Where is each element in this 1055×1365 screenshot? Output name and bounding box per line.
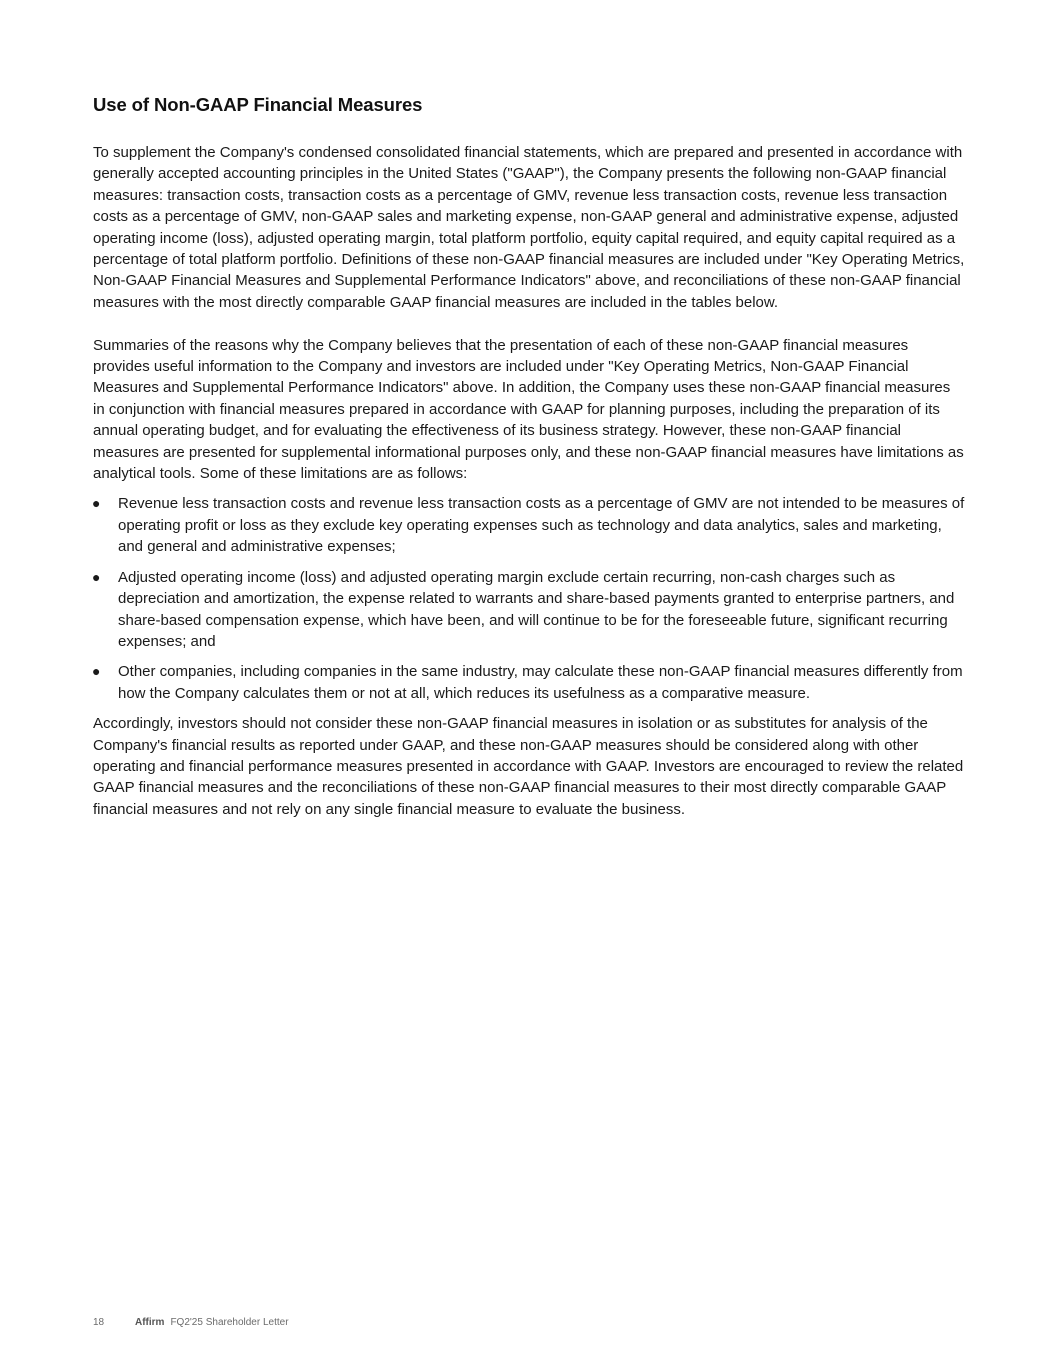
bullet-icon: ● [92,495,101,512]
limitations-list [93,493,965,704]
list-item [93,567,965,653]
intro-paragraph: To supplement the Company's condensed consolidated financial statements, which are prepared and presented in accordance with generally accepted accounting principles in the United States ("GAAP"), the Company presents the following non-GAAP financial measures: transaction costs, transaction costs as a percentage of GMV, revenue less transaction costs, revenue less transaction costs as a percentage of GMV, non-GAAP sales and marketing expense, non-GAAP general and administrative expense, adjusted operating income (loss), adjusted operating margin, total platform portfolio, equity capital required, and equity capital required as a percentage of total platform portfolio. Definitions of these non-GAAP financial measures are included under "Key Operating Metrics, Non-GAAP Financial Measures and Supplemental Performance Indicators" above, and reconciliations of these non-GAAP financial measures with the most directly comparable GAAP financial measures are included in the tables below. [93,144,965,311]
page-title: Use of Non-GAAP Financial Measures [93,94,423,115]
page-content [93,92,965,820]
list-item [93,661,965,704]
list-item-text: Revenue less transaction costs and revenue less transaction costs as a percentage of GMV are not intended to be measures of operating profit or loss as they exclude key operating expenses such as technology and data analytics, sales and marketing, and general and administrative expenses; [118,495,965,556]
list-item-text: Other companies, including companies in the same industry, may calculate these non-GAAP financial measures differently from how the Company calculates them or not at all, which reduces its usefulness as a comparative measure. [118,663,963,702]
document-label: FQ2'25 Shareholder Letter [170,1317,289,1328]
page-footer [93,1317,289,1328]
list-item [93,493,965,557]
bullet-icon: ● [92,663,101,680]
bullet-icon: ● [92,568,101,585]
closing-paragraph: Accordingly, investors should not consider these non-GAAP financial measures in isolation or as substitutes for analysis of the Company's financial results as reported under GAAP, and these non-GAAP measures should be considered along with other operating and financial performance measures presented in accordance with GAAP. Investors are encouraged to review the related GAAP financial measures and the reconciliations of these non-GAAP financial measures to their most directly comparable GAAP financial measures and not rely on any single financial measure to evaluate the business. [93,715,964,818]
summary-paragraph: Summaries of the reasons why the Company believes that the presentation of each of these non-GAAP financial measures provides useful information to the Company and investors are included under "Key Operating Metrics, Non-GAAP Financial Measures and Supplemental Performance Indicators" above. In addition, the Company uses these non-GAAP financial measures in conjunction with financial measures prepared in accordance with GAAP for planning purposes, including the preparation of its annual operating budget, and for evaluating the effectiveness of its business strategy. However, these non-GAAP financial measures are presented for supplemental informational purposes only, and these non-GAAP financial measures have limitations as analytical tools. Some of these limitations are as follows: [93,336,964,483]
list-item-text: Adjusted operating income (loss) and adjusted operating margin exclude certain recurring, non-cash charges such as depreciation and amortization, the expense related to warrants and share-based payments granted to enterprise partners, and share-based compensation expense, which have been, and will continue to be for the foreseeable future, significant recurring expenses; and [118,568,955,650]
brand-name: Affirm [135,1317,165,1328]
page-number: 18 [93,1317,105,1328]
